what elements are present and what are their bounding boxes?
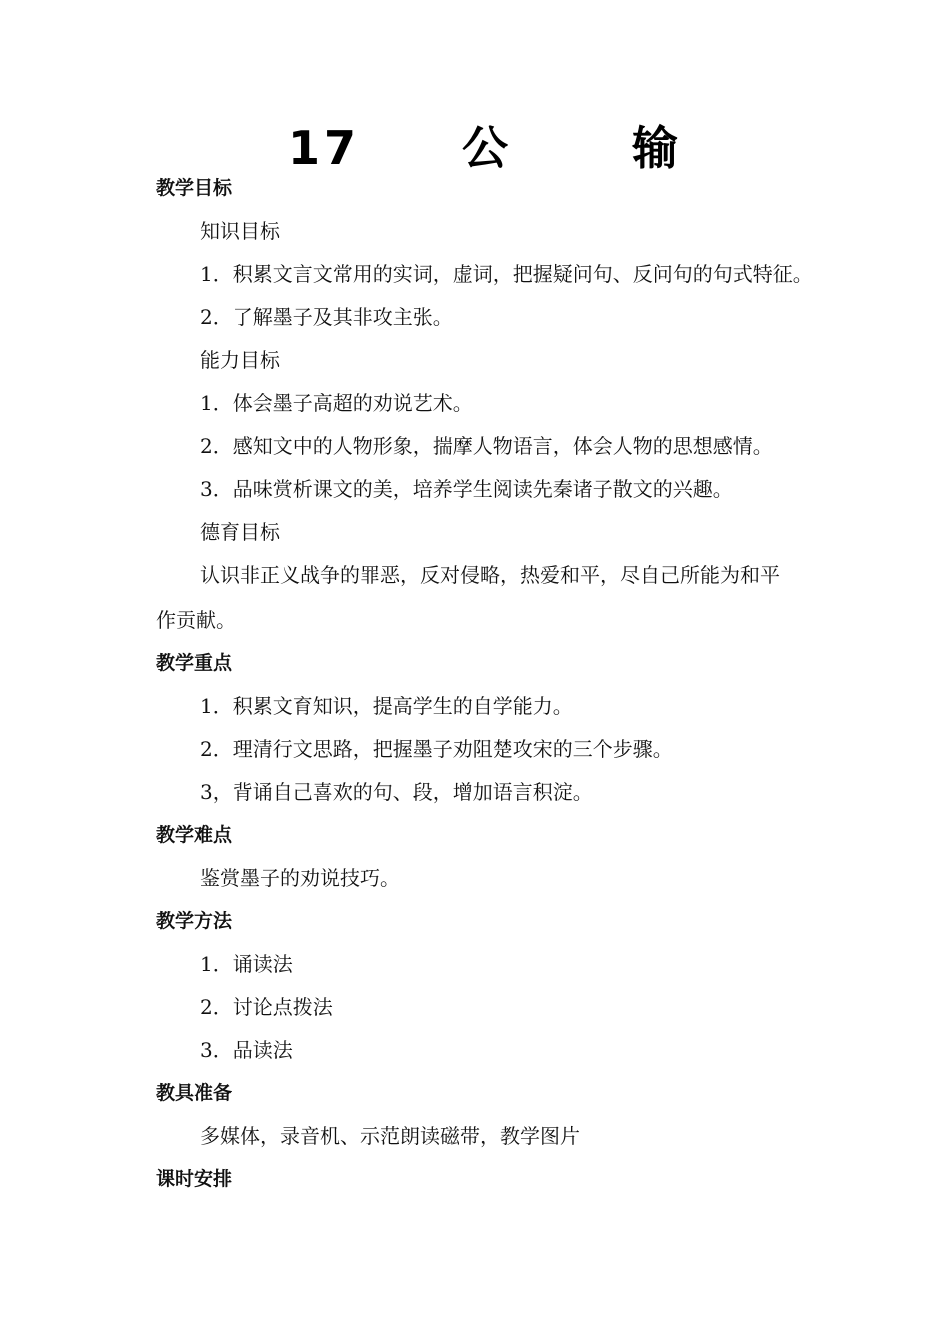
subheading-moral-goals: 德育目标 [200, 520, 280, 544]
method-2: 2．讨论点拨法 [200, 995, 333, 1019]
knowledge-goal-2: 2．了解墨子及其非攻主张。 [200, 305, 453, 329]
method-1: 1．诵读法 [200, 952, 293, 976]
title-char-2: 输 [632, 121, 678, 175]
heading-difficulties: 教学难点 [156, 824, 233, 846]
title-number: 17 [288, 121, 361, 175]
subheading-knowledge-goals: 知识目标 [200, 219, 280, 243]
heading-key-points: 教学重点 [156, 652, 233, 674]
teaching-tools-list: 多媒体，录音机、示范朗读磁带，教学图片 [200, 1124, 580, 1148]
moral-goal-text-line-2: 作贡献。 [156, 608, 236, 632]
key-point-2: 2．理清行文思路，把握墨子劝阻楚攻宋的三个步骤。 [200, 737, 673, 761]
knowledge-goal-1: 1．积累文言文常用的实词，虚词，把握疑问句、反问句的句式特征。 [200, 262, 813, 286]
subheading-ability-goals: 能力目标 [200, 348, 280, 372]
heading-teaching-methods: 教学方法 [156, 910, 233, 932]
ability-goal-1: 1．体会墨子高超的劝说艺术。 [200, 391, 473, 415]
heading-teaching-tools: 教具准备 [156, 1082, 233, 1104]
ability-goal-2: 2．感知文中的人物形象，揣摩人物语言，体会人物的思想感情。 [200, 434, 773, 458]
key-point-3: 3，背诵自己喜欢的句、段，增加语言积淀。 [200, 780, 593, 804]
method-3: 3．品读法 [200, 1038, 293, 1062]
heading-teaching-goals: 教学目标 [156, 177, 233, 199]
heading-class-schedule: 课时安排 [156, 1168, 233, 1190]
key-point-1: 1．积累文育知识，提高学生的自学能力。 [200, 694, 573, 718]
ability-goal-3: 3．品味赏析课文的美，培养学生阅读先秦诸子散文的兴趣。 [200, 477, 733, 501]
difficulty-1: 鉴赏墨子的劝说技巧。 [200, 866, 400, 890]
moral-goal-text-line-1: 认识非正义战争的罪恶，反对侵略，热爱和平，尽自己所能为和平 [200, 563, 780, 587]
title-char-1: 公 [462, 121, 508, 175]
